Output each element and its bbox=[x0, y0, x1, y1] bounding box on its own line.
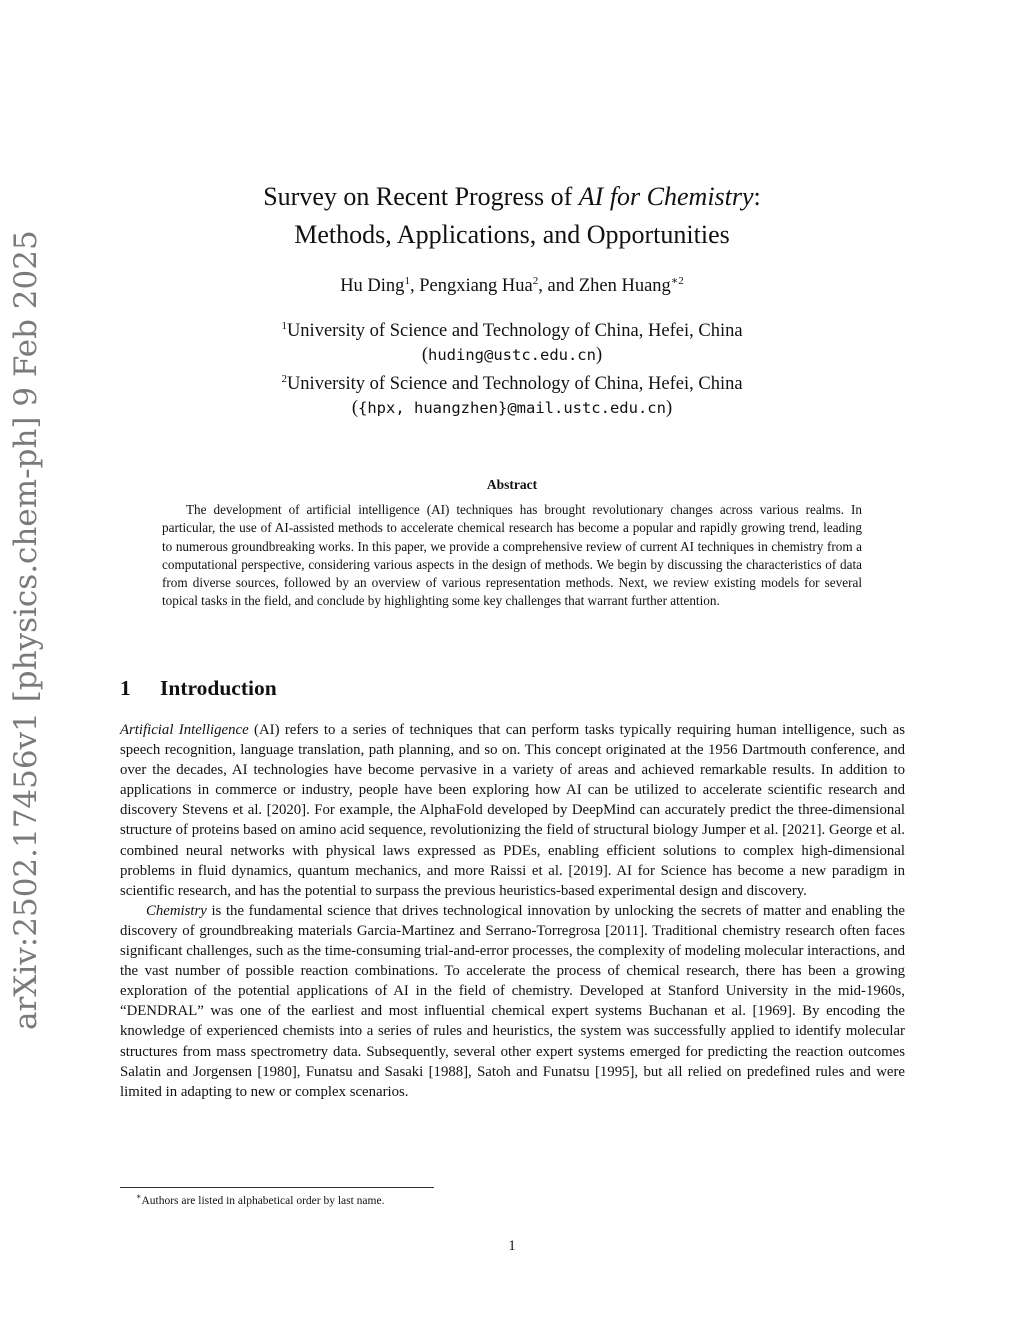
footnote-mark: ∗ bbox=[136, 1192, 142, 1201]
footnote-text: Authors are listed in alphabetical order by last name. bbox=[141, 1194, 385, 1207]
author-separator: , and bbox=[538, 276, 579, 297]
affiliation-line bbox=[120, 367, 904, 396]
section-title: Introduction bbox=[160, 676, 277, 700]
affiliation-email[interactable]: {hpx, huangzhen}@mail.ustc.edu.cn bbox=[358, 399, 666, 418]
affiliation-name: University of Science and Technology of China, Hefei, China bbox=[286, 321, 743, 342]
author-affiliation-mark: 1 bbox=[404, 275, 410, 287]
footnote-divider bbox=[120, 1187, 434, 1188]
author-name: Pengxiang Hua bbox=[419, 276, 533, 297]
affiliation-mark: 1 bbox=[281, 320, 287, 332]
affiliation-name: University of Science and Technology of China, Hefei, China bbox=[286, 374, 743, 395]
page-number: 1 bbox=[508, 1238, 516, 1254]
title-colon: : bbox=[753, 182, 761, 211]
paragraph-lead-term: Chemistry bbox=[146, 902, 207, 919]
affiliation-email-line: ({hpx, huangzhen}@mail.ustc.edu.cn) bbox=[351, 398, 673, 419]
author-affiliation-mark: ∗2 bbox=[670, 275, 684, 287]
paragraph bbox=[120, 901, 905, 1102]
footnote bbox=[120, 1192, 384, 1207]
affiliations bbox=[120, 314, 904, 420]
title-line-2: Methods, Applications, and Opportunities bbox=[294, 220, 730, 249]
author-separator: , bbox=[409, 276, 420, 297]
affiliation-email[interactable]: huding@ustc.edu.cn bbox=[428, 346, 596, 365]
author-affiliation-mark: 2 bbox=[532, 275, 539, 287]
affiliation-line bbox=[120, 314, 904, 343]
title-text: Survey on Recent Progress of bbox=[263, 182, 579, 211]
paper-title bbox=[120, 178, 904, 254]
author-list bbox=[120, 274, 904, 297]
paragraph-text: is the fundamental science that drives technological innovation by unlocking the secrets of matter and enabling the discovery of groundbreaking materials Garcia-Martinez and Serrano-Torregrosa [2011]. Traditional chemistry research often faces significant challenges, such as the time-consuming trial-and-error processes, the complexity of modeling molecular interactions, and the vast number of possible reaction combinations. To accelerate the process of chemical research, there has been a growing exploration of the potential applications of AI in the field of chemistry. Developed at Stanford University in the mid-1960s, “DENDRAL” was one of the earliest and most influential chemical expert systems Buchanan et al. [1969]. By encoding the knowledge of experienced chemists into a series of rules and heuristics, the system was successfully applied to identify molecular structures from mass spectrometry data. Subsequently, several other expert systems emerged for predicting the reaction outcomes Salatin and Jorgensen [1980], Funatsu and Sasaki [1988], Satoh and Funatsu [1995], but all relied on predefined rules and were limited in adapting to new or complex scenarios. bbox=[120, 902, 905, 1100]
author-name: Zhen Huang bbox=[578, 276, 671, 297]
author-name: Hu Ding bbox=[340, 276, 405, 297]
abstract-text: The development of artificial intelligence (AI) techniques has brought revolutionary changes across various realms. In particular, the use of AI-assisted methods to accelerate chemical research has become a popular and rapidly growing trend, leading to numerous groundbreaking works. In this paper, we provide a comprehensive review of current AI techniques in chemistry from a computational perspective, considering various aspects in the design of methods. We begin by discussing the characteristics of data from diverse sources, followed by an overview of various representation methods. Next, we review existing models for several topical tasks in the field, and conclude by highlighting some key challenges that warrant further attention. bbox=[162, 502, 862, 609]
affiliation-mark: 2 bbox=[281, 373, 287, 386]
abstract-heading: Abstract bbox=[486, 477, 538, 492]
title-emphasis: AI for Chemistry bbox=[578, 182, 754, 211]
introduction-body bbox=[120, 720, 905, 1102]
paragraph-text: (AI) refers to a series of techniques that can perform tasks typically requiring human intelligence, such as speech recognition, language translation, path planning, and so on. This concept originated at the 1956 Dartmouth conference, and over the decades, AI technologies have become pervasive in a variety of areas and achieved remarkable results. In addition to applications in commerce or industry, people have been exploring how AI can be utilized to accelerate scientific research and discovery Stevens et al. [2020]. For example, the AlphaFold developed by DeepMind can accurately predict the three-dimensional structure of proteins based on amino acid sequence, revolutionizing the field of structural biology Jumper et al. [2021]. George et al. combined neural networks with physical laws expressed as PDEs, enabling efficient solutions to complex high-dimensional problems in fluid dynamics, quantum mechanics, and more Raissi et al. [2019]. AI for Science has become a new paradigm in scientific research, and has the potential to surpass the previous heuristics-based experimental design and discovery. bbox=[120, 722, 906, 899]
section-heading bbox=[120, 676, 277, 701]
section-number: 1 bbox=[120, 676, 131, 700]
paragraph-lead-term: Artificial Intelligence bbox=[120, 722, 249, 738]
arxiv-identifier-stamp[interactable]: arXiv:2502.17456v1 [physics.chem-ph] 9 Feb 2025 bbox=[8, 230, 44, 1030]
affiliation-email-line: (huding@ustc.edu.cn) bbox=[421, 345, 603, 366]
title-line-1 bbox=[120, 178, 904, 216]
paragraph bbox=[120, 720, 905, 901]
